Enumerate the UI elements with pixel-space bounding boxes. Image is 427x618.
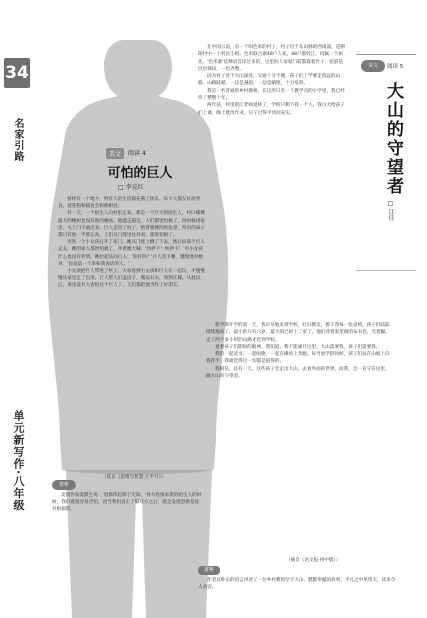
article-paragraph: 看着孩子们期盼的眼神，我知道，我不能离开这里。大山需要我，孩子们需要我。	[215, 344, 381, 350]
divider	[356, 270, 416, 271]
article-tag-pill: 美文	[361, 60, 385, 72]
story-paragraph: 小女孩把巨人带进了村子。大家看到小女孩和巨人在一起玩，才慢慢地从家里走了出来。巨人帮人们盖房子，搬运石头，收割庄稼。从此以后，再也没有人害怕这个巨人了，人们都把他当作了好朋友。	[58, 269, 205, 289]
article-title: 大山的守望者	[383, 82, 403, 196]
right-column-upper	[198, 44, 346, 117]
left-rail	[0, 0, 30, 618]
divider	[356, 54, 416, 55]
story-tag-suffix: 阅读 4	[128, 150, 146, 157]
article-paragraph: 在中国云南，有一个叫色米的村子，村子位于东山脉的西南面，是朝阳村中一个村民小组。色米联合寨48户人家，48户都姓江，同属一个祖先。'色米寨'是彝语音译过来的，这里的人家家门前都栽着竹子，屋前是层层梯田，一色齐整。	[198, 45, 345, 72]
page-number: 34	[4, 58, 30, 88]
right-column-lower	[206, 322, 394, 380]
book-label: 单元新写作·八年级	[12, 410, 25, 512]
article-paragraph: 我相信，总有一天，这些孩子会走出大山，去看外面的世界。而我，会一直守在这里，做大山的守望者。	[206, 366, 390, 380]
story-author: □ 李竞红	[118, 184, 144, 191]
article-paragraph: 两年前，村里的江老师退休了，学校只剩下我一个人。我白天给孩子们上课，晚上批改作业，日子过得平淡而充实。	[198, 103, 345, 116]
article-author: □ 江佳	[387, 200, 394, 221]
story-source: （选自《思维与智慧·上半月》）	[102, 475, 166, 480]
section-label: 名家引路	[12, 118, 23, 162]
story-note-label: 赏析	[52, 480, 76, 490]
article-note-label: 赏析	[198, 566, 220, 575]
story-note: 美国作家爱默生说：'恐惧常起源于无知。'身为恐惧来袭的陌生人的时候，我们就很容易害怕，而当我们真正了解对方之后，就会发现恐惧是没有根据的。	[52, 493, 202, 513]
story-paragraph: 曾经有一个地方，所有人的生活都充满了快乐。每个人都友好而善良，就连狗和猫也会和睦相处。	[58, 197, 201, 210]
article-tag	[361, 60, 411, 72]
article-source: （摘自《语文报·初中版》）	[286, 558, 341, 563]
article-tag-label: 阅读 5	[387, 64, 404, 70]
article-paragraph: 我是一名普通的乡村教师，在这所只有一个教学点的小学里，我已经待了整整十年。	[198, 88, 345, 102]
story-paragraph: 突然一个小女孩打开了家门，她从门缝上跳了下去，然后向那个巨人走去。她的家人都害怕极了，冲着她大喊：'快停下！快停下！'可小女孩什么也没有听到，她抬起头问巨人：'你好吗？'巨人弯下腰，慢慢地对她说：'你是第一个来和我说话的人。'	[58, 240, 205, 267]
article-note: 作者以朴实的语言讲述了一位乡村教师坚守大山、默默奉献的故事，平凡之中见伟大，读来令人动容。	[198, 578, 396, 590]
story-body	[58, 196, 206, 290]
article-paragraph: 因为村子处于大山深处，交通十分不便，孩子们上学要走很远的山路。山路陡峭，一边是悬崖，一边是峭壁，十分危险。	[198, 74, 341, 87]
article-paragraph: 新学期开学的第一天，我早早地来到学校，打扫教室，擦干净每一张桌椅。孩子们陆陆续续地来了，最小的只有六岁，最大的已经十二岁了。他们背着家里做的布书包，光着脚，走了两个多小时的山路才赶到学校。	[206, 323, 390, 343]
story-tag: 美文	[106, 148, 124, 159]
article-paragraph: 我们一起读书，一起唱歌，一起在操场上奔跑。每当放学的时候，孩子们站在山坡上向我挥手，我就觉得这一切都是值得的。	[206, 352, 390, 365]
story-title: 可怕的巨人	[107, 166, 173, 181]
story-paragraph: 有一天，一个陌生人向村里走来。那是一个巨大的陌生人，村口哪棵最大的槐树也没有他的腰高。他越走越近，人们都害怕极了，纷纷躲进家里，关上门不敢出来。巨人走进了村子，抱着胳膊四处张望，所有的孩子都只有他一半那么高。人们从门缝里往外看，那害怕极了。	[58, 211, 206, 239]
